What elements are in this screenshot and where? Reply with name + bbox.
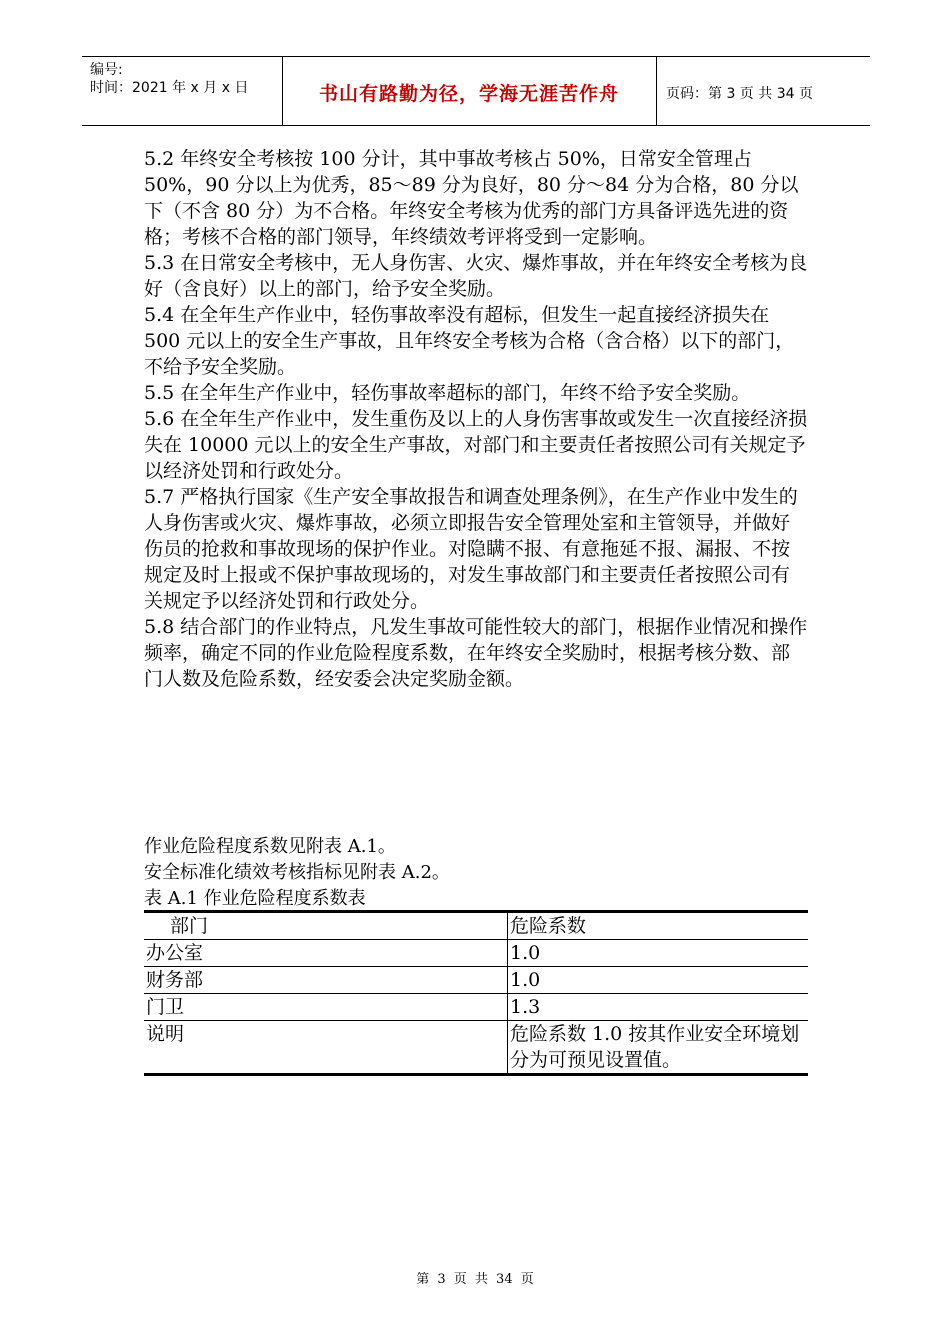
clause-5-7: 5.7 严格执行国家《生产安全事故报告和调查处理条例》，在生产作业中发生的人身伤害或火灾、爆炸事故，必须立即报告安全管理处室和主管领导，并做好伤员的抢救和事故现场的保护作业。对隐瞒不报、有意拖延不报、漏报、不按规定及时上报或不保护事故现场的，对发生事故部门和主要责任者按照公司有关规定予以经济处罚和行政处分。 <box>144 486 798 612</box>
coefficient-cell: 危险系数 1.0 按其作业安全环境划分为可预见设置值。 <box>508 1021 809 1075</box>
document-body <box>144 146 808 692</box>
document-time-label: 时间：2021 年 x 月 x 日 <box>90 80 249 96</box>
table-row <box>144 1021 808 1075</box>
header-risk-coefficient: 危险系数 <box>508 912 809 940</box>
table-header-row <box>144 912 808 940</box>
table-caption: 表 A.1 作业危险程度系数表 <box>144 888 366 909</box>
header-divider <box>656 57 657 125</box>
header-page-info: 页码：第 3 页 共 34 页 <box>666 86 813 102</box>
clause-5-5: 5.5 在全年生产作业中，轻伤事故率超标的部门，年终不给予安全奖励。 <box>144 382 751 404</box>
department-cell: 说明 <box>144 1021 508 1075</box>
note-appendix-a2: 安全标准化绩效考核指标见附表 A.2。 <box>144 862 450 883</box>
header-motto: 书山有路勤为径，学海无涯苦作舟 <box>318 83 619 105</box>
risk-coefficient-table <box>144 910 808 1076</box>
department-cell: 办公室 <box>144 940 508 967</box>
clause-5-6: 5.6 在全年生产作业中，发生重伤及以上的人身伤害事故或发生一次直接经济损失在 10000 元以上的安全生产事故，对部门和主要责任者按照公司有关规定予以经济处罚和行政处分。 <box>144 408 808 482</box>
department-cell: 门卫 <box>144 994 508 1021</box>
clause-5-2: 5.2 年终安全考核按 100 分计，其中事故考核占 50%，日常安全管理占 50%，90 分以上为优秀，85～89 分为良好，80 分～84 分为合格，80 分以下（不含 80 分）为不合格。年终安全考核为优秀的部门方具备评选先进的资格；考核不合格的部门领导，年终绩效考评将受到一定影响。 <box>144 148 799 248</box>
note-appendix-a1: 作业危险程度系数见附表 A.1。 <box>144 836 396 857</box>
clause-5-4: 5.4 在全年生产作业中，轻伤事故率没有超标，但发生一起直接经济损失在 500 元以上的安全生产事故，且年终安全考核为合格（含合格）以下的部门，不给予安全奖励。 <box>144 304 795 378</box>
coefficient-cell: 1.0 <box>508 940 809 967</box>
page-header <box>82 56 870 126</box>
coefficient-cell: 1.3 <box>508 994 809 1021</box>
document-number-label: 编号: <box>90 62 123 78</box>
header-meta <box>90 61 280 97</box>
clause-5-8: 5.8 结合部门的作业特点，凡发生事故可能性较大的部门，根据作业情况和操作频率，确定不同的作业危险程度系数，在年终安全奖励时，根据考核分数、部门人数及危险系数，经安委会决定奖励金额。 <box>144 616 808 690</box>
table-row <box>144 967 808 994</box>
coefficient-cell: 1.0 <box>508 967 809 994</box>
department-cell: 财务部 <box>144 967 508 994</box>
table-row <box>144 994 808 1021</box>
appendix-notes <box>144 834 450 912</box>
table-row <box>144 940 808 967</box>
page-footer: 第 3 页 共 34 页 <box>416 1272 534 1287</box>
header-department: 部门 <box>144 912 508 940</box>
clause-5-3: 5.3 在日常安全考核中，无人身伤害、火灾、爆炸事故，并在年终安全考核为良好（含良好）以上的部门，给予安全奖励。 <box>144 252 808 300</box>
